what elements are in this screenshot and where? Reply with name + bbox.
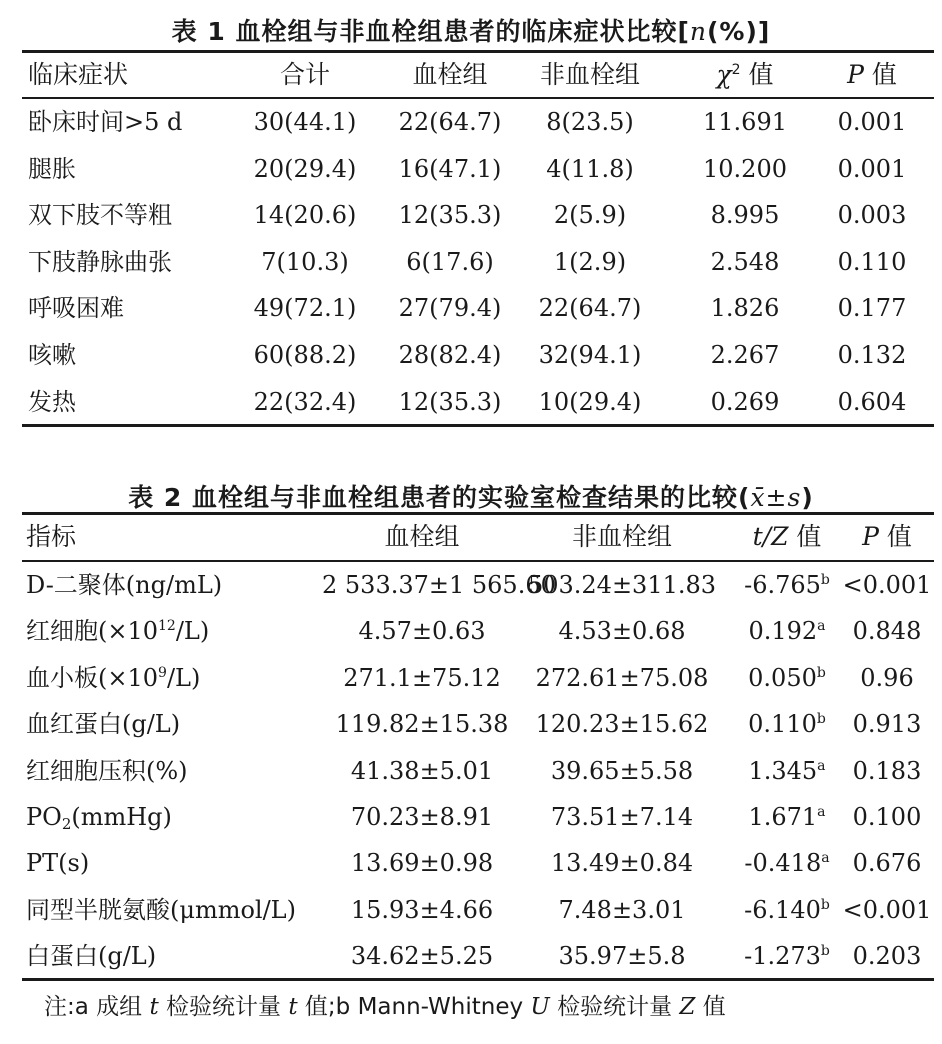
table2-cell-indicator: 白蛋白(g/L)	[26, 942, 157, 971]
table1-cell-chi2: 10.200	[703, 154, 787, 183]
table1-cell-non-thrombus: 22(64.7)	[538, 294, 642, 323]
table1-cell-p: 0.604	[837, 387, 907, 416]
table1-header-total: 合计	[279, 60, 330, 89]
table2-cell-tz: 0.192$^a$	[748, 617, 826, 646]
table1-cell-total: 30(44.1)	[253, 108, 357, 136]
table1-header-thrombus: 血栓组	[412, 60, 488, 89]
table2-cell-non-thrombus: 39.65±5.58	[550, 756, 694, 785]
table-row	[22, 840, 934, 886]
table1-cell-non-thrombus: 10(29.4)	[538, 387, 642, 416]
table2-cell-tz: -1.273$^b$	[744, 942, 830, 971]
table-row	[22, 379, 934, 425]
table1-cell-thrombus: 6(17.6)	[406, 247, 494, 276]
table1-cell-symptom: 双下肢不等粗	[28, 201, 172, 230]
table2-cell-p: 0.913	[852, 710, 922, 739]
table1-cell-non-thrombus: 2(5.9)	[553, 201, 627, 230]
table1-header-p: P 值	[847, 60, 897, 89]
table-row	[22, 192, 934, 238]
table1-bottom-rule	[22, 424, 934, 427]
table2-caption: 表 2 血栓组与非血栓组患者的实验室检查结果的比较(x̄±s)	[128, 483, 814, 512]
table1-cell-p: 0.003	[837, 201, 907, 230]
table1-cell-non-thrombus: 32(94.1)	[538, 341, 642, 369]
table2-cell-tz: 0.050$^b$	[748, 663, 826, 692]
table2-cell-tz: -6.140$^b$	[744, 895, 830, 924]
table2-header-non-thrombus: 非血栓组	[571, 522, 672, 551]
table1-cell-total: 14(20.6)	[253, 201, 357, 230]
table-row	[22, 146, 934, 192]
table1-cell-p: 0.110	[837, 247, 907, 276]
table2-header-p: P 值	[862, 522, 912, 551]
table2-cell-p: <0.001	[842, 571, 932, 599]
table2-cell-tz: 1.345$^a$	[748, 756, 826, 785]
table2-cell-non-thrombus: 35.97±5.8	[558, 942, 686, 971]
table1-cell-symptom: 卧床时间>5 d	[28, 108, 183, 136]
table-row	[22, 239, 934, 285]
table2-cell-thrombus: 41.38±5.01	[350, 756, 494, 785]
table2-header-tz: t/Z 值	[752, 522, 822, 551]
table2-cell-p: 0.183	[852, 756, 922, 785]
table2-cell-thrombus: 271.1±75.12	[343, 663, 501, 692]
table1-cell-non-thrombus: 1(2.9)	[553, 247, 627, 276]
table2-cell-thrombus: 34.62±5.25	[350, 942, 494, 971]
table2-cell-p: 0.203	[852, 942, 922, 971]
table1-cell-symptom: 咳嗽	[28, 341, 76, 369]
table1-cell-symptom: 呼吸困难	[28, 294, 124, 323]
table-row	[22, 655, 934, 701]
table2-cell-non-thrombus: 272.61±75.08	[535, 663, 709, 692]
table1-cell-chi2: 11.691	[703, 108, 787, 136]
table2-cell-indicator: $PO_2(mmHg)$	[26, 803, 172, 833]
table2-cell-p: 0.100	[852, 803, 922, 831]
table2-cell-thrombus: 70.23±8.91	[350, 803, 494, 831]
table2-cell-indicator: 同型半胱氨酸(μmmol/L)	[26, 895, 296, 924]
table2-cell-non-thrombus: 503.24±311.83	[527, 571, 717, 599]
table-row	[22, 794, 934, 840]
table1-cell-p: 0.001	[837, 108, 907, 136]
table2-cell-thrombus: 2 533.37±1 565.60	[322, 571, 556, 599]
table1-cell-total: 7(10.3)	[261, 247, 349, 276]
table2-header-row	[22, 514, 934, 560]
table1-cell-chi2: 0.269	[710, 387, 780, 416]
table2-cell-non-thrombus: 4.53±0.68	[558, 617, 686, 646]
table2-cell-indicator: 红细胞$(\times 10^{12}/L)$	[26, 617, 210, 646]
table-row	[22, 933, 934, 979]
table2-cell-p: 0.676	[852, 849, 922, 878]
table2-header-indicator: 指标	[26, 522, 77, 551]
table2-cell-tz: -6.765$^b$	[744, 571, 830, 599]
table2-cell-p: <0.001	[842, 895, 932, 924]
table1-header-non-thrombus: 非血栓组	[539, 60, 640, 89]
table-row	[22, 99, 934, 145]
table2-cell-non-thrombus: 7.48±3.01	[558, 895, 686, 924]
table2-cell-tz: 1.671$^a$	[748, 803, 826, 831]
table1-cell-thrombus: 16(47.1)	[398, 154, 502, 183]
table1-cell-chi2: 2.548	[710, 247, 780, 276]
table2-cell-indicator: D-二聚体(ng/mL)	[26, 571, 223, 599]
table-row	[22, 562, 934, 608]
table2-cell-indicator: 血小板$(\times 10^9/L)$	[26, 663, 201, 692]
table2-cell-tz: 0.110$^b$	[748, 710, 826, 739]
table2-cell-non-thrombus: 13.49±0.84	[550, 849, 694, 878]
table2-cell-indicator: 红细胞压积(%)	[26, 756, 188, 785]
table-row	[22, 701, 934, 747]
table1-cell-thrombus: 22(64.7)	[398, 108, 502, 136]
table2-cell-tz: -0.418$^a$	[744, 849, 830, 878]
table1-cell-chi2: 1.826	[710, 294, 780, 323]
table-row	[22, 608, 934, 654]
table2-header-thrombus: 血栓组	[384, 522, 460, 551]
table1-cell-symptom: 发热	[28, 387, 76, 416]
table1-cell-total: 22(32.4)	[253, 387, 357, 416]
table1-cell-p: 0.132	[837, 341, 907, 369]
table-row	[22, 887, 934, 933]
table1-cell-non-thrombus: 4(11.8)	[546, 154, 634, 183]
table-footnote: 注:a 成组 t 检验统计量 t 值;b Mann-Whitney U 检验统计量 Z 值	[44, 994, 726, 1020]
table-row	[22, 748, 934, 794]
table1-cell-p: 0.177	[837, 294, 907, 323]
table2-cell-indicator: 血红蛋白(g/L)	[26, 710, 181, 739]
table2-cell-thrombus: 13.69±0.98	[350, 849, 494, 878]
table1-cell-thrombus: 12(35.3)	[398, 387, 502, 416]
table1-cell-total: 20(29.4)	[253, 154, 357, 183]
table1-header-row	[22, 52, 934, 98]
table1-cell-total: 60(88.2)	[253, 341, 357, 369]
table1-cell-symptom: 腿胀	[28, 154, 76, 183]
table2-cell-thrombus: 4.57±0.63	[358, 617, 486, 646]
table2-cell-thrombus: 15.93±4.66	[350, 895, 494, 924]
table1-cell-thrombus: 12(35.3)	[398, 201, 502, 230]
table-row	[22, 285, 934, 331]
table1-header-symptom: 临床症状	[28, 60, 129, 89]
table1-cell-chi2: 8.995	[710, 201, 780, 230]
table2-cell-thrombus: 119.82±15.38	[335, 710, 509, 739]
table2-cell-non-thrombus: 120.23±15.62	[535, 710, 709, 739]
table2-bottom-rule	[22, 978, 934, 981]
table2-cell-indicator: PT(s)	[26, 849, 90, 878]
table1-cell-p: 0.001	[837, 154, 907, 183]
table1-cell-symptom: 下肢静脉曲张	[28, 247, 172, 276]
table1-cell-total: 49(72.1)	[253, 294, 357, 323]
table1-caption: 表 1 血栓组与非血栓组患者的临床症状比较[n(%)]	[171, 17, 771, 46]
table1-cell-non-thrombus: 8(23.5)	[546, 108, 634, 136]
table-row	[22, 332, 934, 378]
table1-cell-thrombus: 28(82.4)	[398, 341, 502, 369]
table2-cell-non-thrombus: 73.51±7.14	[550, 803, 694, 831]
table2-cell-p: 0.848	[852, 617, 922, 646]
table2-cell-p: 0.96	[860, 663, 914, 692]
table1-header-chi2: $\chi^2$ 值	[716, 60, 774, 89]
table1-cell-chi2: 2.267	[710, 341, 780, 369]
table1-cell-thrombus: 27(79.4)	[398, 294, 502, 323]
